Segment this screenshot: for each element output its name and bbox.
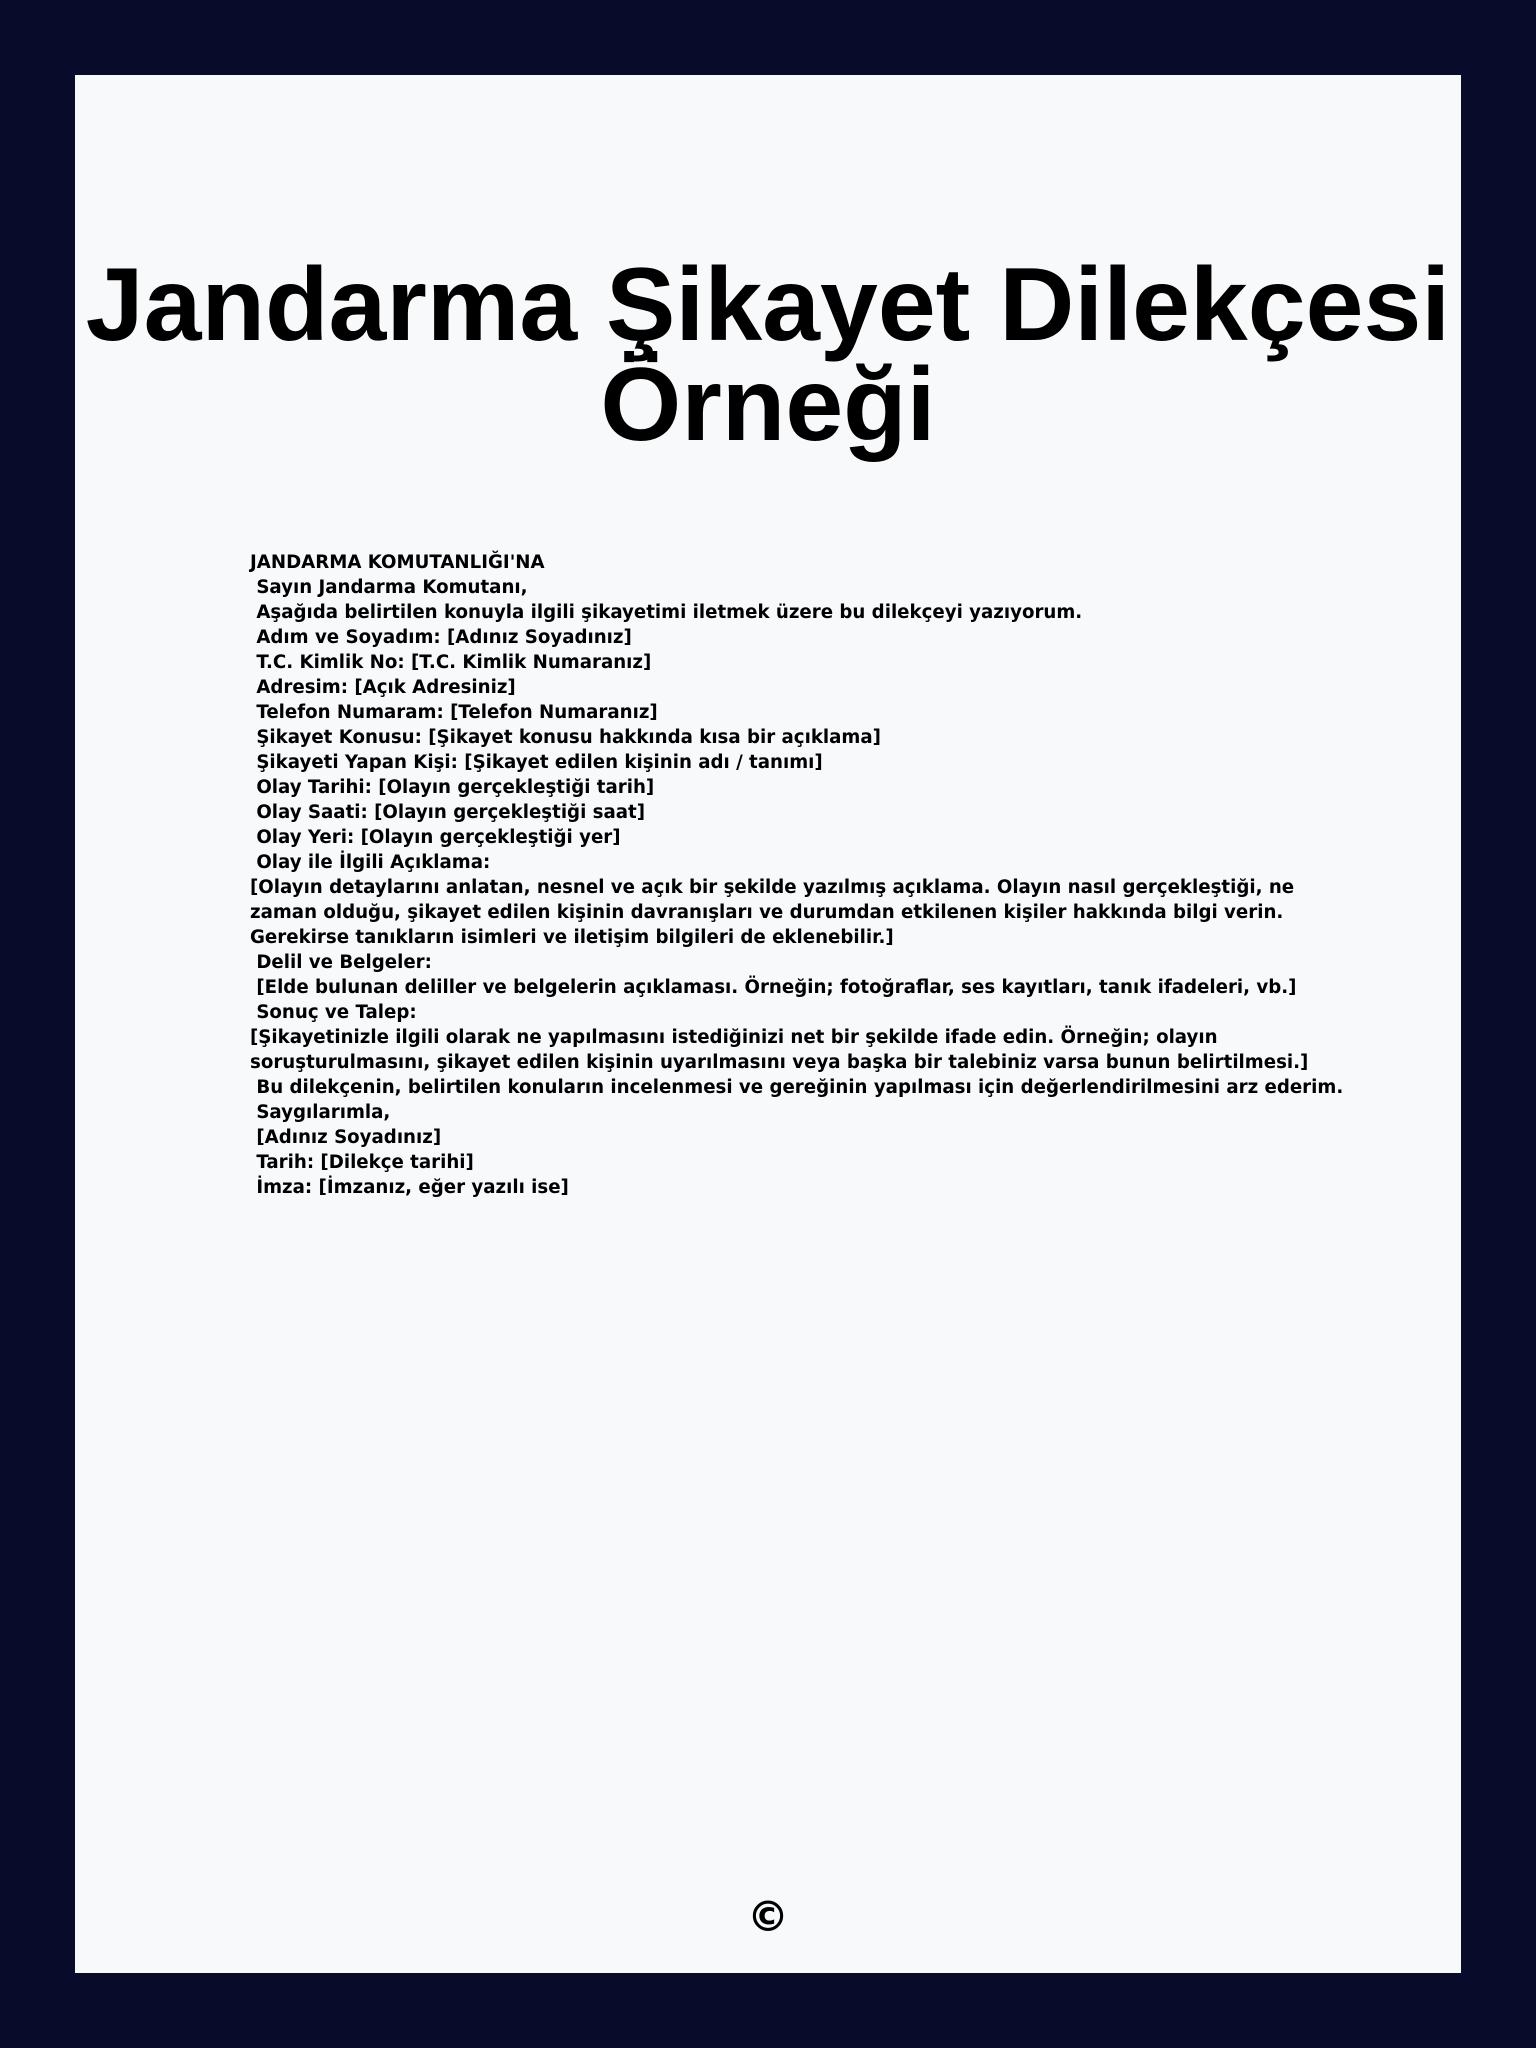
body-line: Gerekirse tanıkların isimleri ve iletişim bilgileri de eklenebilir.]: [250, 927, 894, 948]
body-line: Saygılarımla,: [250, 1102, 391, 1123]
body-line: Tarih: [Dilekçe tarihi]: [250, 1152, 474, 1173]
body-line: T.C. Kimlik No: [T.C. Kimlik Numaranız]: [250, 652, 652, 673]
body-line: [Elde bulunan deliller ve belgelerin açıklaması. Örneğin; fotoğraflar, ses kayıtları, tanık ifadeleri, vb.]: [250, 977, 1297, 998]
copyright-icon: ©: [747, 1892, 789, 1941]
body-line: Olay Yeri: [Olayın gerçekleştiği yer]: [250, 827, 621, 848]
document-page: [75, 75, 1461, 1973]
body-line: Sayın Jandarma Komutanı,: [250, 577, 528, 598]
petition-body: [250, 550, 1350, 1200]
body-line: Delil ve Belgeler:: [250, 952, 432, 973]
body-line: soruşturulmasını, şikayet edilen kişinin uyarılmasını veya başka bir talebiniz varsa bunun belirtilmesi.]: [250, 1052, 1309, 1073]
body-line: Sonuç ve Talep:: [250, 1002, 417, 1023]
body-line: Olay Saati: [Olayın gerçekleştiği saat]: [250, 802, 646, 823]
body-line: [Olayın detaylarını anlatan, nesnel ve açık bir şekilde yazılmış açıklama. Olayın nasıl gerçekleştiği, ne: [250, 877, 1295, 898]
body-line: Olay Tarihi: [Olayın gerçekleştiği tarih]: [250, 777, 655, 798]
body-line: Bu dilekçenin, belirtilen konuların incelenmesi ve gereğinin yapılması için değerlendirilmesini arz ederim.: [250, 1077, 1344, 1098]
body-line: JANDARMA KOMUTANLIĞI'NA: [250, 552, 545, 573]
body-line: [Şikayetinizle ilgili olarak ne yapılmasını istediğinizi net bir şekilde ifade edin. Örneğin; olayın: [250, 1027, 1218, 1048]
body-line: Olay ile İlgili Açıklama:: [250, 852, 491, 873]
body-line: Adım ve Soyadım: [Adınız Soyadınız]: [250, 627, 632, 648]
body-line: Şikayet Konusu: [Şikayet konusu hakkında kısa bir açıklama]: [250, 727, 881, 748]
body-line: Aşağıda belirtilen konuyla ilgili şikayetimi iletmek üzere bu dilekçeyi yazıyorum.: [250, 602, 1083, 623]
body-line: [Adınız Soyadınız]: [250, 1127, 442, 1148]
body-line: İmza: [İmzanız, eğer yazılı ise]: [250, 1177, 569, 1198]
body-line: Adresim: [Açık Adresiniz]: [250, 677, 516, 698]
body-line: Telefon Numaram: [Telefon Numaranız]: [250, 702, 658, 723]
body-line: zaman olduğu, şikayet edilen kişinin davranışları ve durumdan etkilenen kişiler hakkında bilgi verin.: [250, 902, 1284, 923]
body-line: Şikayeti Yapan Kişi: [Şikayet edilen kişinin adı / tanımı]: [250, 752, 823, 773]
document-title: Jandarma Şikayet Dilekçesi Örneği: [85, 247, 1451, 463]
